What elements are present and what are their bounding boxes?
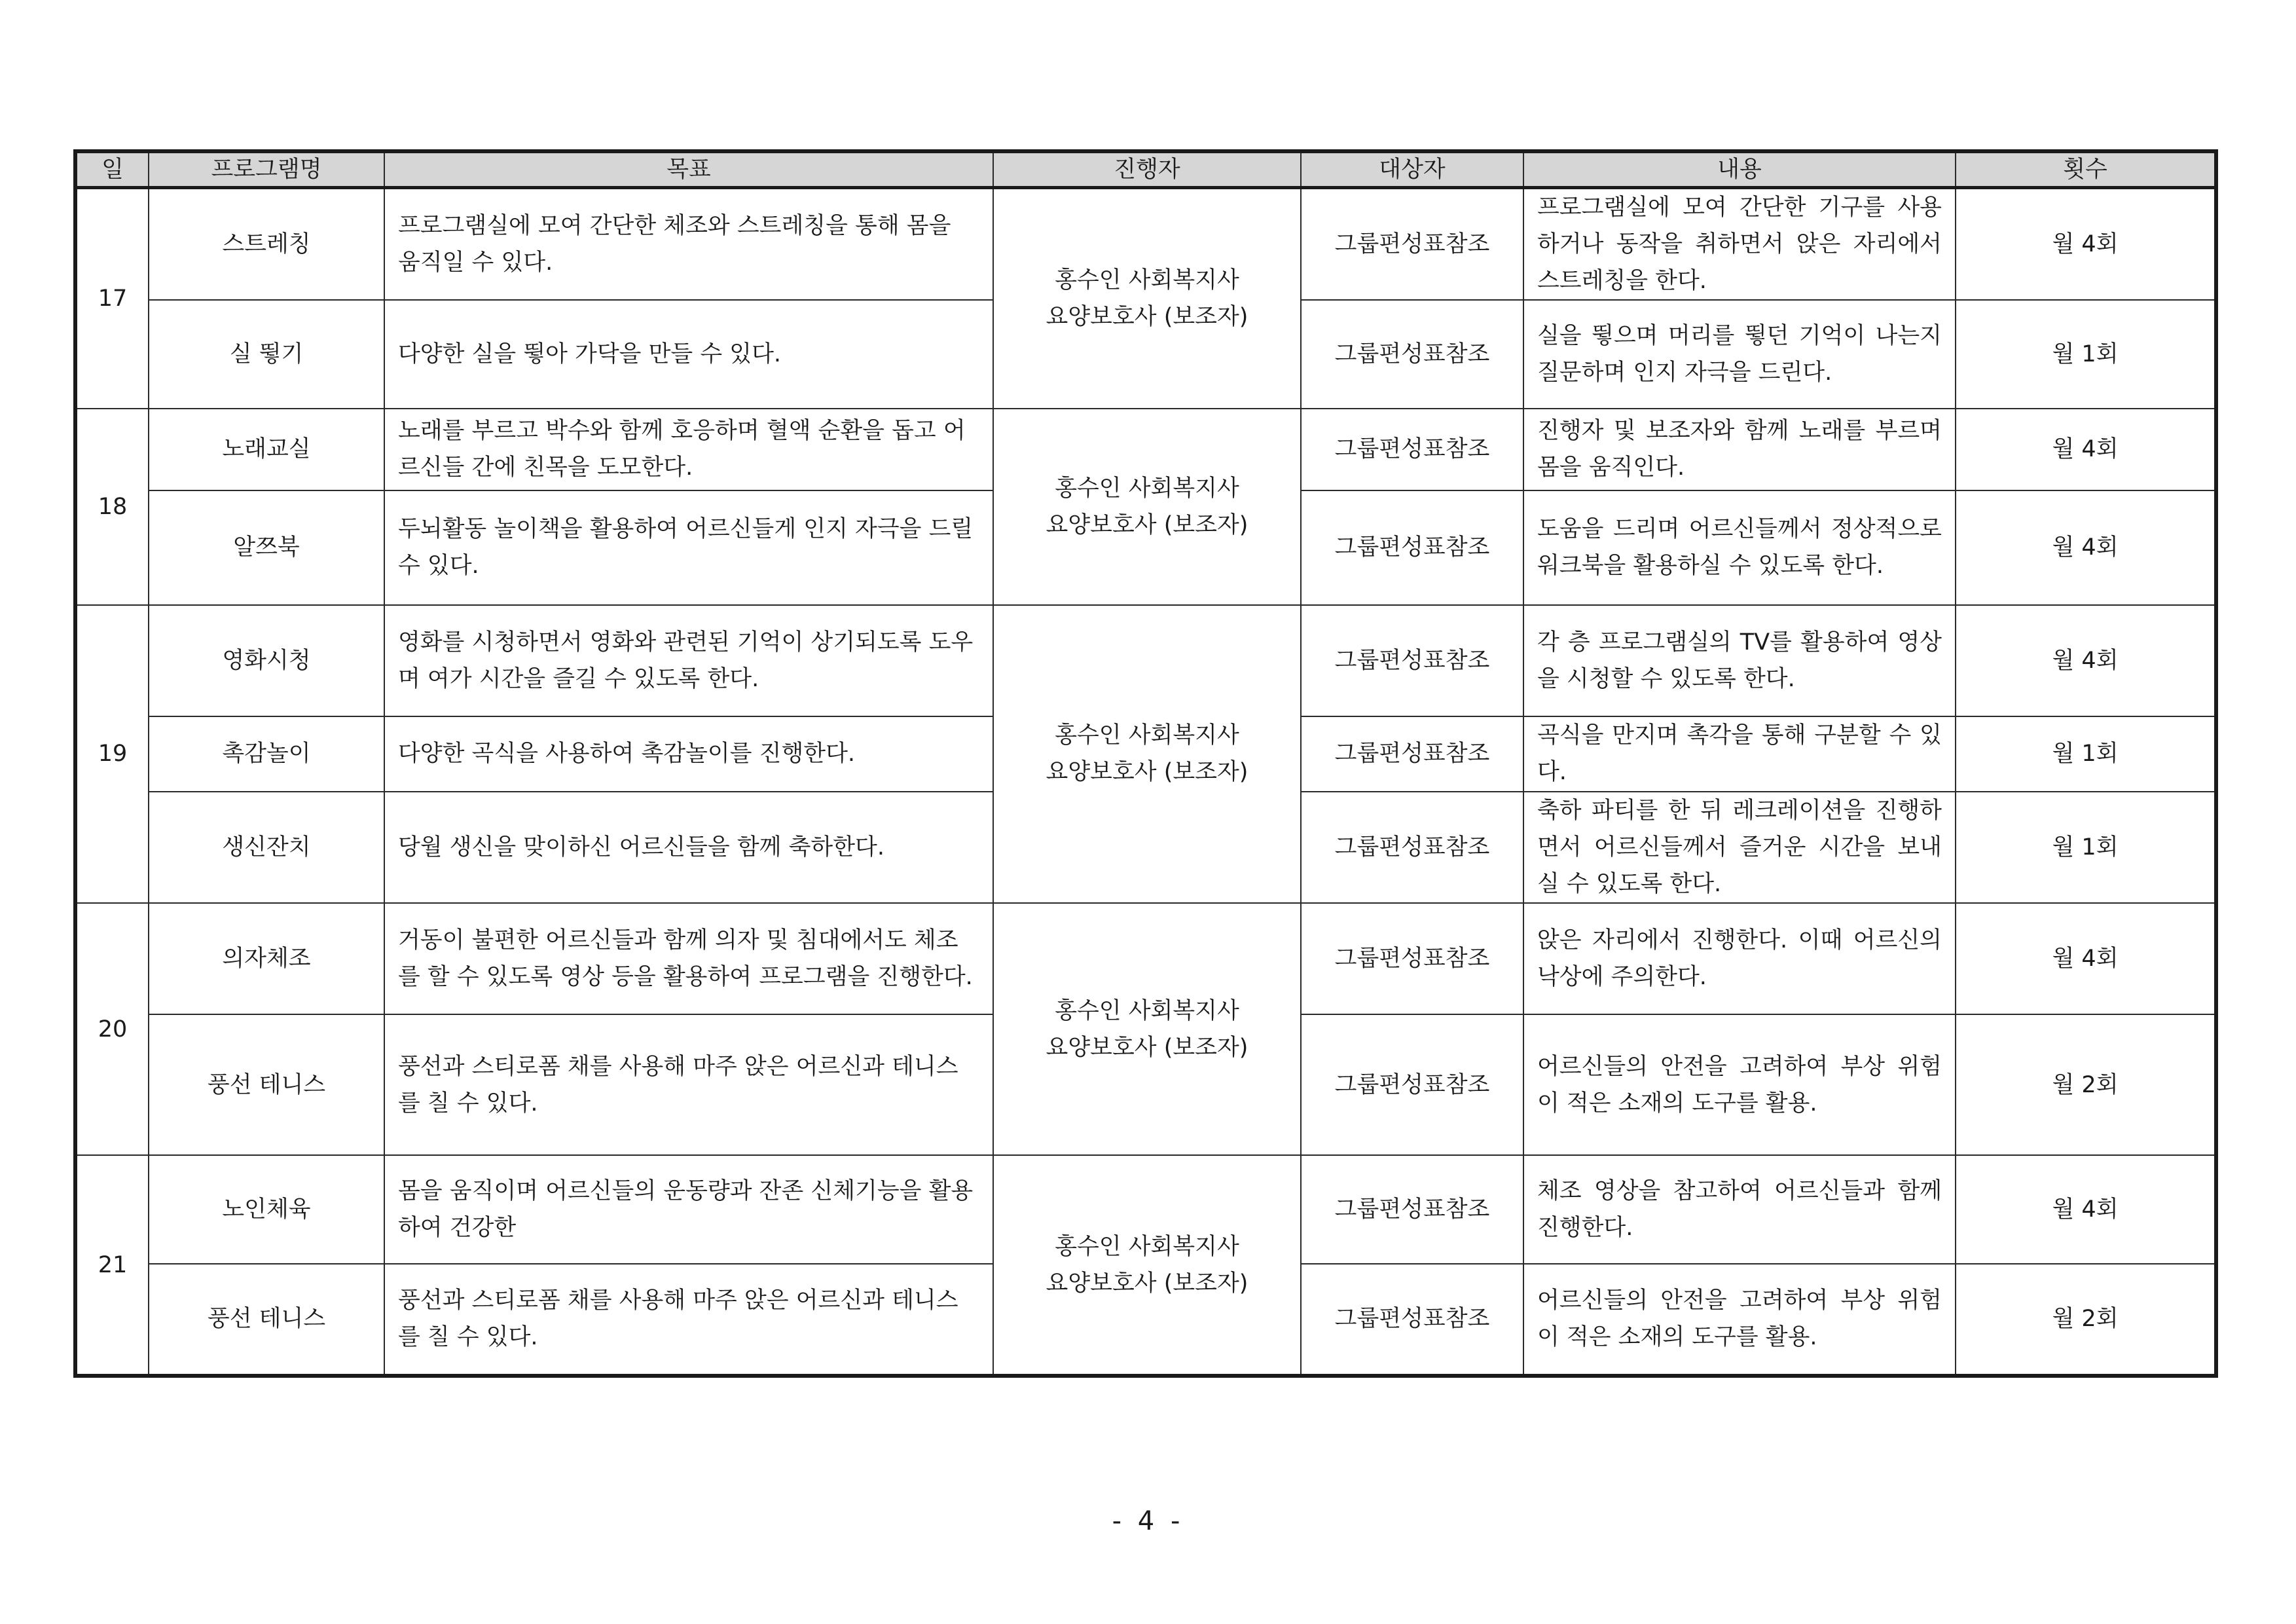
goal-cell: 몸을 움직이며 어르신들의 운동량과 잔존 신체기능을 활용하여 건강한 [384, 1155, 993, 1263]
target-cell: 그룹편성표참조 [1301, 903, 1523, 1014]
leader-cell: 홍수인 사회복지사 요양보호사 (보조자) [993, 903, 1301, 1156]
content-cell: 실을 뜋으며 머리를 뜋던 기억이 나는지 질문하며 인지 자극을 드린다. [1523, 300, 1956, 408]
goal-cell: 다양한 곡식을 사용하여 촉감놀이를 진행한다. [384, 716, 993, 791]
table-row [75, 605, 2216, 716]
count-cell: 월 1회 [1956, 300, 2216, 408]
header-target: 대상자 [1301, 151, 1523, 188]
page-number: - 4 - [1112, 1506, 1184, 1536]
content-cell: 진행자 및 보조자와 함께 노래를 부르며 몸을 움직인다. [1523, 409, 1956, 490]
table-row [75, 903, 2216, 1014]
program-name-cell: 실 뜋기 [149, 300, 384, 408]
table-row [75, 1155, 2216, 1263]
target-cell: 그룹편성표참조 [1301, 409, 1523, 490]
count-cell: 월 4회 [1956, 903, 2216, 1014]
day-cell: 21 [75, 1155, 149, 1376]
count-cell: 월 4회 [1956, 188, 2216, 301]
program-name-cell: 노인체육 [149, 1155, 384, 1263]
content-cell: 어르신들의 안전을 고려하여 부상 위험이 적은 소재의 도구를 활용. [1523, 1264, 1956, 1376]
count-cell: 월 1회 [1956, 716, 2216, 791]
program-schedule-table [73, 149, 2218, 1378]
table-row [75, 409, 2216, 490]
content-cell: 곡식을 만지며 촉각을 통해 구분할 수 있다. [1523, 716, 1956, 791]
goal-cell: 당월 생신을 맞이하신 어르신들을 함께 축하한다. [384, 792, 993, 903]
program-name-cell: 영화시청 [149, 605, 384, 716]
target-cell: 그룹편성표참조 [1301, 605, 1523, 716]
count-cell: 월 4회 [1956, 409, 2216, 490]
day-cell: 17 [75, 188, 149, 409]
program-name-cell: 촉감놀이 [149, 716, 384, 791]
table-row [75, 188, 2216, 301]
content-cell: 프로그램실에 모여 간단한 기구를 사용하거나 동작을 취하면서 앉은 자리에서 스트레칭을 한다. [1523, 188, 1956, 301]
program-name-cell: 의자체조 [149, 903, 384, 1014]
goal-cell: 풍선과 스티로폼 채를 사용해 마주 앉은 어르신과 테니스를 칠 수 있다. [384, 1264, 993, 1376]
target-cell: 그룹편성표참조 [1301, 792, 1523, 903]
content-cell: 어르신들의 안전을 고려하여 부상 위험이 적은 소재의 도구를 활용. [1523, 1014, 1956, 1155]
header-count: 횟수 [1956, 151, 2216, 188]
target-cell: 그룹편성표참조 [1301, 188, 1523, 301]
leader-cell: 홍수인 사회복지사 요양보호사 (보조자) [993, 409, 1301, 605]
program-name-cell: 풍선 테니스 [149, 1264, 384, 1376]
leader-cell: 홍수인 사회복지사 요양보호사 (보조자) [993, 605, 1301, 903]
header-goal: 목표 [384, 151, 993, 188]
count-cell: 월 2회 [1956, 1014, 2216, 1155]
day-cell: 19 [75, 605, 149, 903]
content-cell: 도움을 드리며 어르신들께서 정상적으로 워크북을 활용하실 수 있도록 한다. [1523, 490, 1956, 605]
goal-cell: 프로그램실에 모여 간단한 체조와 스트레칭을 통해 몸을 움직일 수 있다. [384, 188, 993, 301]
program-name-cell: 노래교실 [149, 409, 384, 490]
day-cell: 20 [75, 903, 149, 1156]
count-cell: 월 1회 [1956, 792, 2216, 903]
target-cell: 그룹편성표참조 [1301, 1014, 1523, 1155]
goal-cell: 영화를 시청하면서 영화와 관련된 기억이 상기되도록 도우며 여가 시간을 즐길 수 있도록 한다. [384, 605, 993, 716]
leader-cell: 홍수인 사회복지사 요양보호사 (보조자) [993, 188, 1301, 409]
program-name-cell: 풍선 테니스 [149, 1014, 384, 1155]
program-name-cell: 알쯔북 [149, 490, 384, 605]
count-cell: 월 4회 [1956, 605, 2216, 716]
day-cell: 18 [75, 409, 149, 605]
header-leader: 진행자 [993, 151, 1301, 188]
target-cell: 그룹편성표참조 [1301, 1155, 1523, 1263]
count-cell: 월 4회 [1956, 1155, 2216, 1263]
program-name-cell: 스트레칭 [149, 188, 384, 301]
target-cell: 그룹편성표참조 [1301, 300, 1523, 408]
goal-cell: 다양한 실을 뜋아 가닥을 만들 수 있다. [384, 300, 993, 408]
header-program: 프로그램명 [149, 151, 384, 188]
goal-cell: 거동이 불편한 어르신들과 함께 의자 및 침대에서도 체조를 할 수 있도록 영상 등을 활용하여 프로그램을 진행한다. [384, 903, 993, 1014]
content-cell: 앉은 자리에서 진행한다. 이때 어르신의 낙상에 주의한다. [1523, 903, 1956, 1014]
header-content: 내용 [1523, 151, 1956, 188]
goal-cell: 두뇌활동 놀이책을 활용하여 어르신들게 인지 자극을 드릴 수 있다. [384, 490, 993, 605]
goal-cell: 노래를 부르고 박수와 함께 호응하며 혈액 순환을 돕고 어르신들 간에 친목을 도모한다. [384, 409, 993, 490]
count-cell: 월 2회 [1956, 1264, 2216, 1376]
goal-cell: 풍선과 스티로폼 채를 사용해 마주 앉은 어르신과 테니스를 칠 수 있다. [384, 1014, 993, 1155]
header-row [75, 151, 2216, 188]
content-cell: 축하 파티를 한 뒤 레크레이션을 진행하면서 어르신들께서 즐거운 시간을 보내실 수 있도록 한다. [1523, 792, 1956, 903]
count-cell: 월 4회 [1956, 490, 2216, 605]
content-cell: 각 층 프로그램실의 TV를 활용하여 영상을 시청할 수 있도록 한다. [1523, 605, 1956, 716]
header-day: 일 [75, 151, 149, 188]
content-cell: 체조 영상을 참고하여 어르신들과 함께 진행한다. [1523, 1155, 1956, 1263]
target-cell: 그룹편성표참조 [1301, 490, 1523, 605]
target-cell: 그룹편성표참조 [1301, 1264, 1523, 1376]
leader-cell: 홍수인 사회복지사 요양보호사 (보조자) [993, 1155, 1301, 1376]
program-name-cell: 생신잔치 [149, 792, 384, 903]
target-cell: 그룹편성표참조 [1301, 716, 1523, 791]
